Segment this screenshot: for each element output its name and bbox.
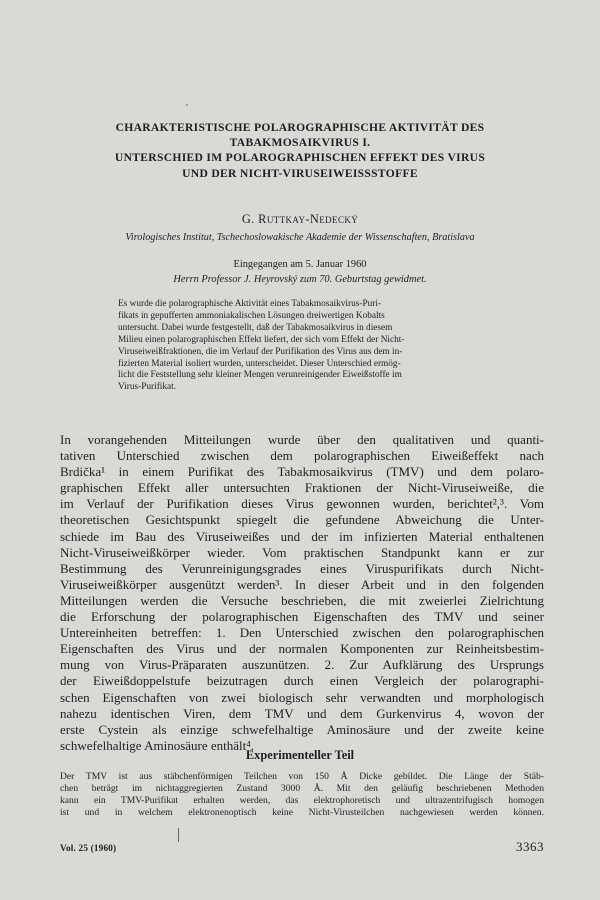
body-line: Eigenschaften des Virus und der normalen Komponenten zur Reinheitsbestim-: [60, 641, 544, 657]
body-line: tativen Unterschied zwischen dem polarographischen Eiweißeffekt nach: [60, 448, 544, 464]
experiment-line: ist und in welchem elektronenoptisch keine Nicht-Virusteilchen nachgewiesen werden können.: [60, 807, 544, 818]
body-line: mung von Virus-Präparaten auszunützen. 2. Zur Aufklärung des Ursprungs: [60, 657, 544, 673]
abstract: [118, 299, 488, 394]
experiment-line: kann ein TMV-Purifikat erhalten werden, das elektrophoretisch und ultrazentrifugisch homogen: [60, 795, 544, 806]
body-line: Mitteilungen werden die Versuche beschrieben, die mit zweierlei Zielrichtung: [60, 592, 544, 608]
body-line: Viruseiweißkörper ausgenützt werden³. In dieser Arbeit und in den folgenden: [60, 576, 544, 592]
body-line: nahezu identischen Viren, dem TMV und dem Gurkenvirus 4, wovon der: [60, 705, 544, 721]
body-line: Bestimmung des Verunreinigungsgrades eines Viruspurifikats durch Nicht-: [60, 560, 544, 576]
body-line: schwefelhaltige Aminosäure enthält⁴.: [60, 737, 255, 753]
author-affiliation: Virologisches Institut, Tschechoslowakische Akademie der Wissenschaften, Bratislava: [125, 232, 475, 243]
abstract-line: fikats in gepufferten ammoniakalischen Lösungen dreiwertigen Kobalts: [118, 310, 385, 321]
body-line: In vorangehenden Mitteilungen wurde über den qualitativen und quanti-: [60, 432, 544, 447]
dedication: Herrn Professor J. Heyrovský zum 70. Geburtstag gewidmet.: [173, 274, 427, 285]
abstract-line: untersucht. Dabei wurde festgestellt, daß der Tabakmosaikvirus in diesem: [118, 322, 393, 333]
body-line: im Verlauf der Purifikation dieses Virus gewonnen wurden, berichtet²,³. Vom: [60, 496, 544, 512]
body-line: die Erforschung der polarographischen Eigenschaften des TMV und seiner: [60, 609, 544, 625]
author-name: G. Ruttkay-Nedecký: [241, 212, 359, 226]
title-line: CHARAKTERISTISCHE POLAROGRAPHISCHE AKTIVITÄT DES: [115, 121, 485, 134]
body-line: schen Eigenschaften von zwei biologisch sehr verwandten und morphologisch: [60, 689, 544, 705]
abstract-line: licht die Feststellung sehr kleiner Mengen verunreinigender Eiweißstoffe im: [118, 370, 402, 381]
body-line: Nicht-Viruseiweißkörper wieder. Vom praktischen Standpunkt kann er zur: [60, 544, 544, 560]
experiment-line: Der TMV ist aus stäbchenförmigen Teilchen von 150 Å Dicke gebildet. Die Länge der Stäb-: [60, 771, 544, 782]
abstract-line: Viruseiweißfraktionen, die im Verlauf der Purifikation des Virus aus dem in-: [118, 346, 403, 357]
section-heading: Experimenteller Teil: [245, 748, 355, 762]
experimental-text: [60, 771, 544, 819]
body-line: graphischen Effekt aller untersuchten Fraktionen der Nicht-Viruseiweiße, die: [60, 480, 544, 496]
page-number: 3363: [516, 839, 544, 854]
experiment-line: chen beträgt im nichtaggregierten Zustand 3000 Å. Mit den geläufig beschriebenen Methoden: [60, 783, 544, 794]
scan-speck: [186, 104, 188, 106]
abstract-line: fizierten Material isoliert wurden, unterscheidet. Dieser Unterschied ermög-: [118, 358, 401, 369]
body-line: erste Cystein als einzige schwefelhaltige Aminosäure und der zweite keine: [60, 721, 544, 737]
introduction-body: [60, 432, 544, 754]
abstract-line: Virus-Purifikat.: [118, 382, 177, 393]
body-line: Untereinheiten betreffen: 1. Den Unterschied zwischen den polarographischen: [60, 625, 544, 641]
body-line: theoretischen Gesichtspunkt spiegelt die gefundene Abweichung die Unter-: [60, 512, 544, 528]
volume-footer: Vol. 25 (1960): [60, 843, 117, 853]
body-line: Brdička¹ in einem Purifikat des Tabakmosaikvirus (TMV) und dem polaro-: [60, 464, 544, 480]
body-line: der Eiweißdoppelstufe beizutragen durch einen Vergleich der polarographi-: [60, 673, 544, 689]
title-line: UND DER NICHT-VIRUSEIWEISSSTOFFE: [182, 166, 418, 180]
abstract-line: Es wurde die polarographische Aktivität eines Tabakmosaikvirus-Puri-: [118, 299, 382, 309]
abstract-line: Milieu einen polarographischen Effekt liefert, der sich vom Effekt der Nicht-: [118, 334, 405, 345]
article-title: [40, 120, 560, 181]
title-line: TABAKMOSAIKVIRUS I.: [229, 136, 371, 150]
body-line: schiede im Bau des Viruseiweißes und der im infizierten Material enthaltenen: [60, 528, 544, 544]
scan-mark: [178, 828, 179, 842]
received-date: Eingegangen am 5. Januar 1960: [233, 259, 367, 270]
title-line: UNTERSCHIED IM POLAROGRAPHISCHEN EFFEKT DES VIRUS: [114, 151, 486, 165]
